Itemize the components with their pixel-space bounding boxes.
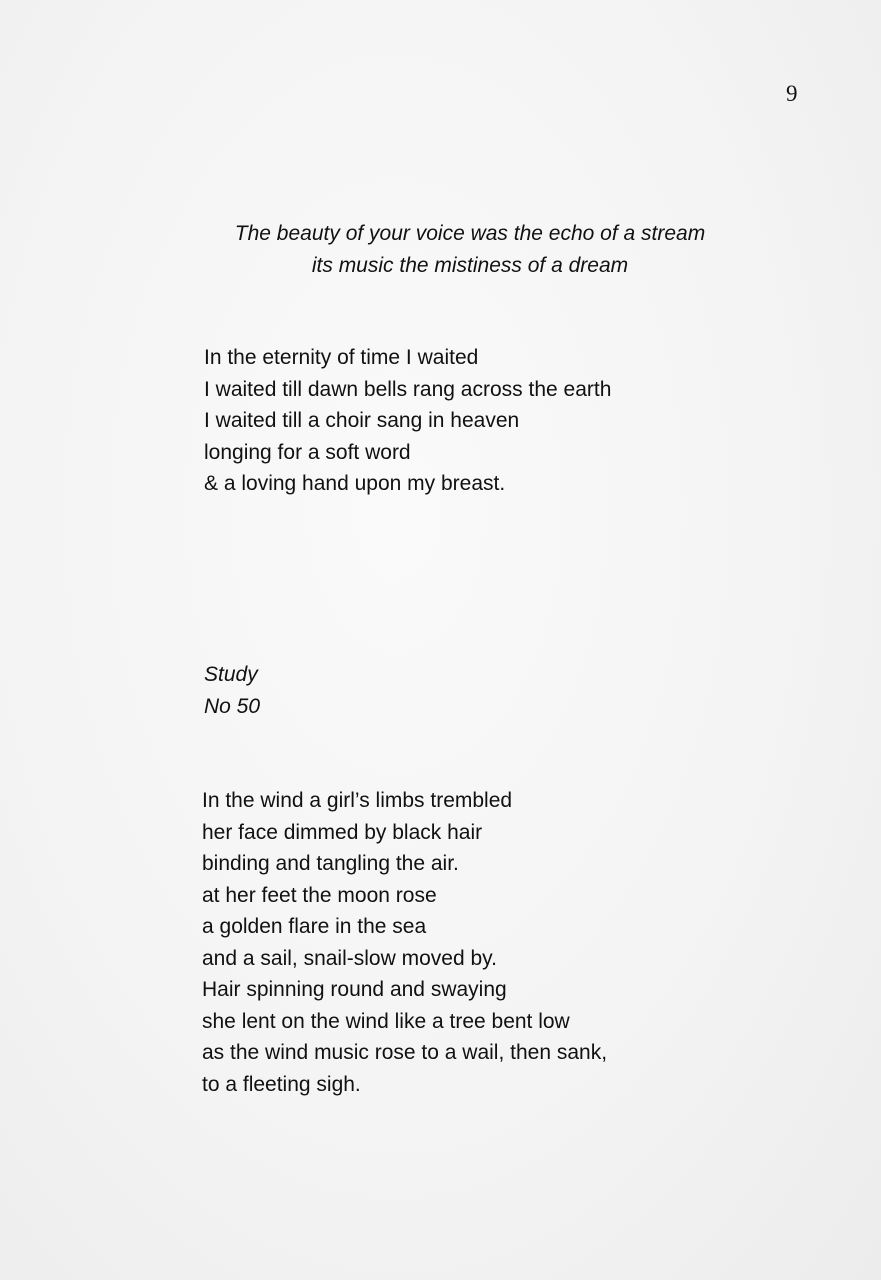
poem-line: she lent on the wind like a tree bent low: [202, 1009, 570, 1033]
poem-line: as the wind music rose to a wail, then sank,: [202, 1041, 608, 1064]
epigraph: [205, 218, 735, 281]
poem-line: at her feet the moon rose: [202, 883, 437, 907]
poem-line: In the wind a girl’s limbs trembled: [202, 789, 513, 812]
poem-line: a golden flare in the sea: [202, 915, 427, 938]
poem-line: and a sail, snail-slow moved by.: [202, 946, 497, 970]
poem-line: Hair spinning round and swaying: [202, 978, 507, 1001]
poem-line: & a loving hand upon my breast.: [204, 472, 506, 495]
poem-line: longing for a soft word: [204, 440, 411, 464]
stanza-two: [202, 785, 607, 1100]
poem-line: to a fleeting sigh.: [202, 1072, 361, 1096]
page-number: 9: [786, 81, 798, 106]
poem-line: binding and tangling the air.: [202, 852, 459, 875]
poem-line: I waited till a choir sang in heaven: [204, 409, 520, 432]
epigraph-line: The beauty of your voice was the echo of a stream: [234, 222, 706, 245]
stanza-one: [204, 342, 611, 500]
poem-line: I waited till dawn bells rang across the earth: [204, 377, 612, 401]
poem-title: [204, 659, 260, 722]
poem-title-line: Study: [204, 663, 258, 686]
epigraph-line: its music the mistiness of a dream: [311, 253, 629, 277]
poem-line: In the eternity of time I waited: [204, 346, 479, 369]
poem-line: her face dimmed by black hair: [202, 820, 483, 844]
poem-number: No 50: [204, 694, 261, 718]
